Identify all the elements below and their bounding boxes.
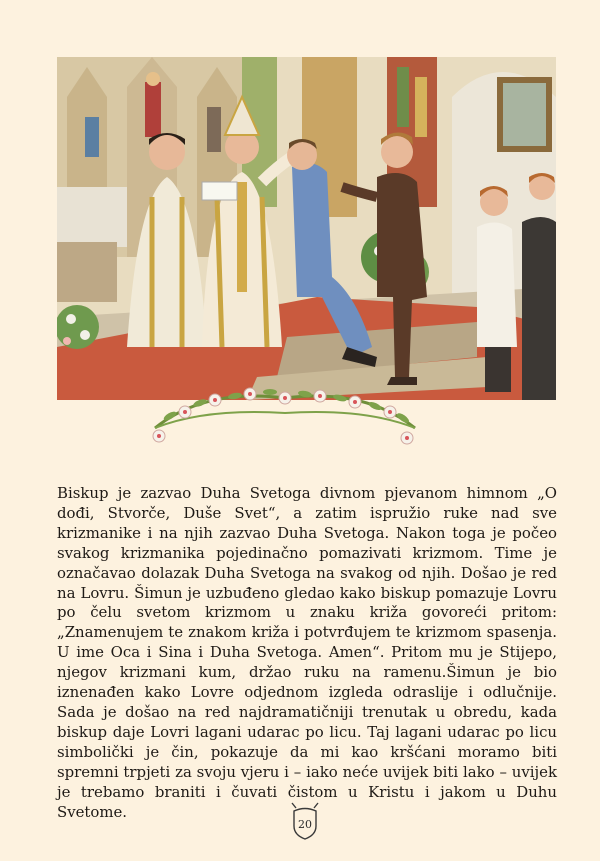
story-paragraph: Biskup je zazvao Duha Svetoga divnom pjevanom himnom „O dođi, Stvorče, Duše Svet“, a zatim ispružio ruke nad sve krizmanike i na njih zazvao Duha Svetoga. Nakon toga je počeo svakog krizmanika pojedinačno pomazivati krizmom. Time je označavao dolazak Duha Svetoga na svakog od njih. Došao je red na Lovru. Šimun je uzbuđeno gledao kako biskup pomazuje Lovru po čelu svetom krizmom u znaku križa govoreći pritom: „Znamenujem te znakom križa i potvrđujem te krizmom spasenja. U ime Oca i Sina i Duha Svetoga. Amen“. Pritom mu je Stijepo, njegov krizmani kum, držao ruku na ramenu.Šimun je bio iznenađen kako Lovre odjednom izgleda odraslije i odlučnije. Sada je došao na red najdramatičniji trenutak u obredu, kada biskup daje Lovri lagani udarac po licu. Taj lagani udarac po licu simbolički je čin, pokazuje da mi kao kršćani moramo biti spremni trpjeti za svoju vjeru i – iako neće uvijek biti lako – uvijek je trebamo braniti i čuvati čistom u Kristu i jakom u Duhu Svetome. bbox=[57, 484, 557, 821]
confirmation-scene-illustration bbox=[57, 57, 556, 400]
confirmation-illustration bbox=[57, 57, 556, 400]
flower-garland-icon bbox=[145, 368, 425, 458]
page-number: 20 bbox=[298, 818, 312, 831]
flower-garland bbox=[145, 368, 425, 458]
